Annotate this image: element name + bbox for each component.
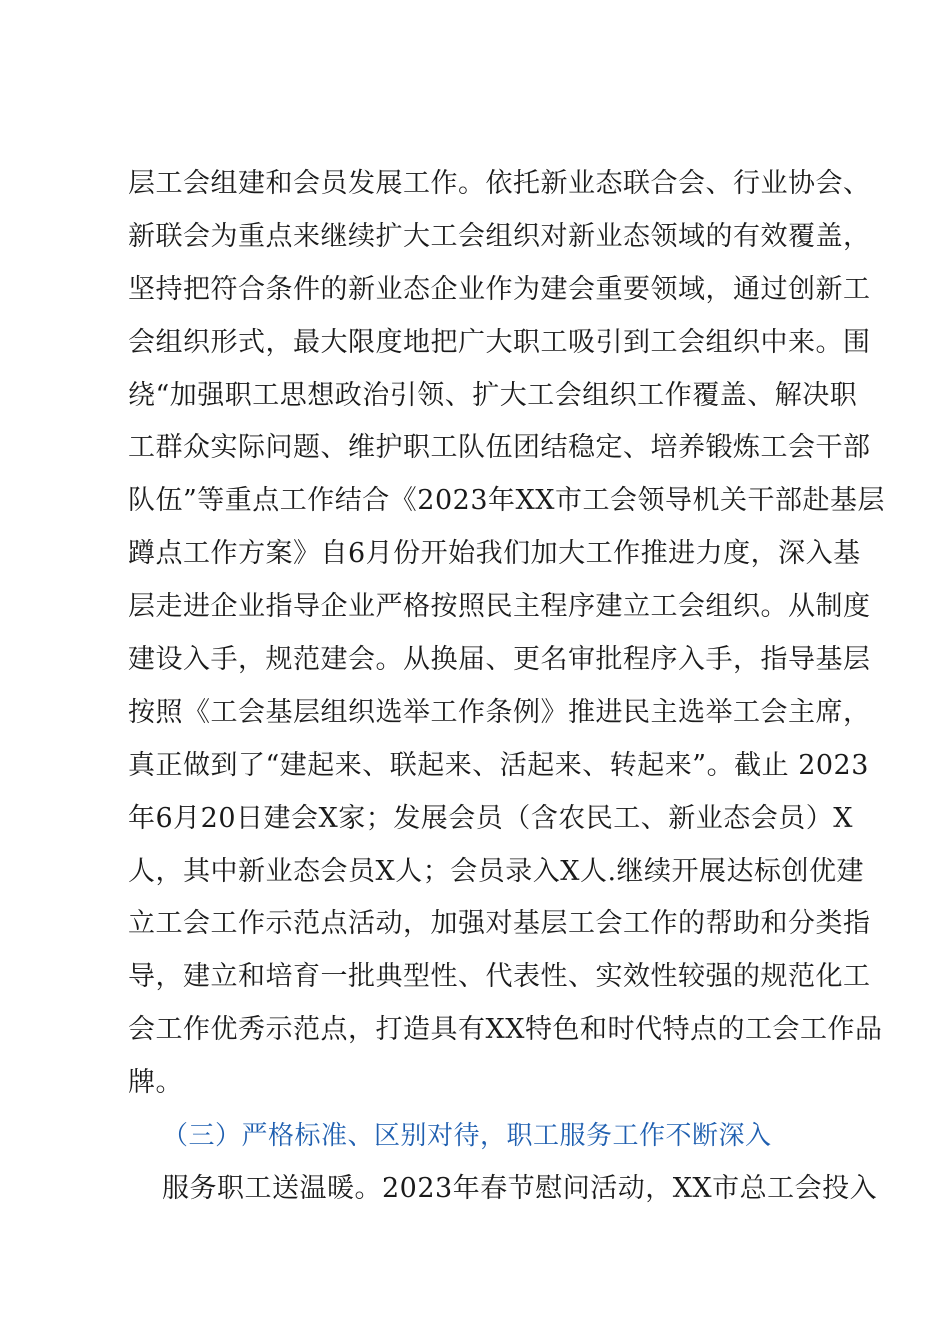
paragraph-line: 年6月20日建会X家；发展会员（含农民工、新业态会员）X xyxy=(128,802,853,834)
paragraph-line: 队伍”等重点工作结合《2023年XX市工会领导机关干部赴基层 xyxy=(128,485,885,517)
paragraph-line: 服务职工送温暖。2023年春节慰问活动，XX市总工会投入 xyxy=(162,1172,878,1204)
paragraph-line: 蹲点工作方案》自6月份开始我们加大工作推进力度，深入基 xyxy=(128,538,861,570)
paragraph-line: 层走进企业指导企业严格按照民主程序建立工会组织。从制度 xyxy=(128,591,871,623)
paragraph-line: 工群众实际问题、维护职工队伍团结稳定、培养锻炼工会干部 xyxy=(128,432,871,464)
document-body xyxy=(128,158,885,1216)
paragraph-line: 坚持把符合条件的新业态企业作为建会重要领域，通过创新工 xyxy=(128,273,871,305)
paragraph-line: 牌。 xyxy=(128,1067,183,1099)
paragraph-line: 层工会组建和会员发展工作。依托新业态联合会、行业协会、 xyxy=(128,168,871,199)
paragraph-line: 会工作优秀示范点，打造具有XX特色和时代特点的工会工作品 xyxy=(128,1014,883,1046)
paragraph-line: 导，建立和培育一批典型性、代表性、实效性较强的规范化工 xyxy=(128,961,871,993)
paragraph-line: 绕“加强职工思想政治引领、扩大工会组织工作覆盖、解决职 xyxy=(128,379,858,411)
paragraph-line: 建设入手，规范建会。从换届、更名审批程序入手，指导基层 xyxy=(128,644,871,676)
paragraph-line: 按照《工会基层组织选举工作条例》推进民主选举工会主席， xyxy=(128,696,871,728)
section-heading: （三）严格标准、区别对待，职工服务工作不断深入 xyxy=(162,1121,772,1152)
paragraph-line: 立工会工作示范点活动，加强对基层工会工作的帮助和分类指 xyxy=(128,908,871,940)
paragraph-line: 新联会为重点来继续扩大工会组织对新业态领域的有效覆盖， xyxy=(128,220,871,252)
paragraph-line: 人，其中新业态会员X人；会员录入X人.继续开展达标创优建 xyxy=(128,855,865,887)
paragraph-line: 真正做到了“建起来、联起来、活起来、转起来”。截止 2023 xyxy=(128,749,869,781)
paragraph-line: 会组织形式，最大限度地把广大职工吸引到工会组织中来。围 xyxy=(128,326,871,358)
